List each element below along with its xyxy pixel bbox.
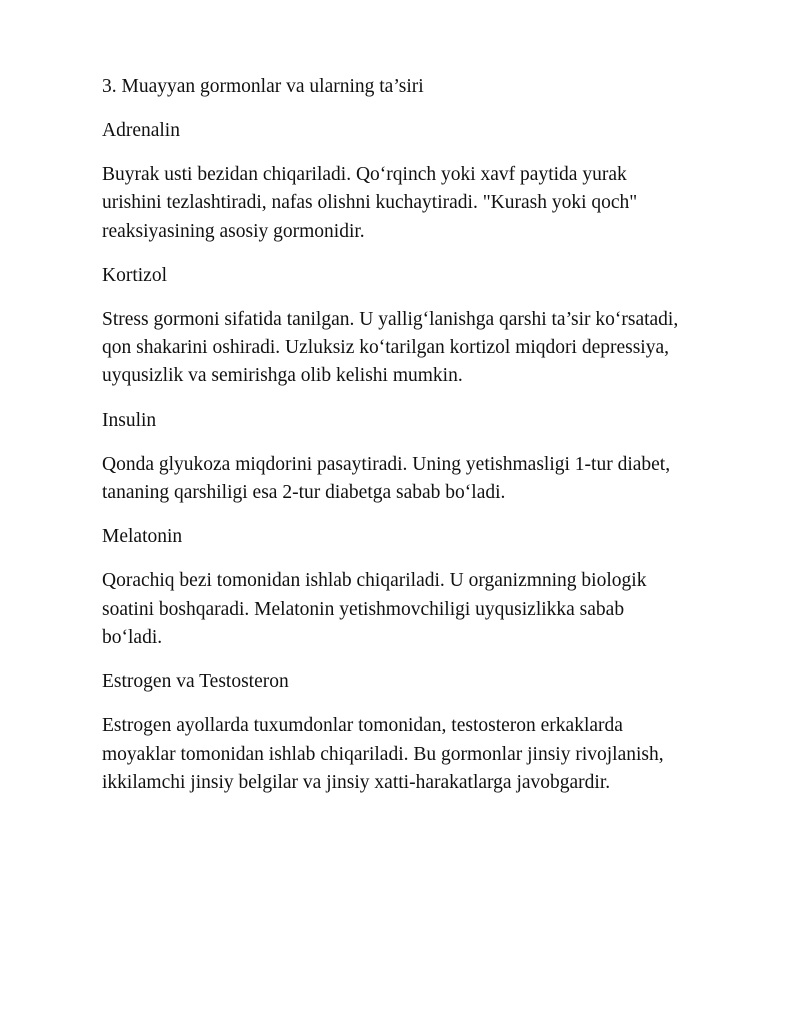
paragraph-line: Stress gormoni sifatida tanilgan. U yallig‘lanishga qarshi ta’sir ko‘rsatadi,	[102, 308, 679, 330]
paragraph-line: uyqusizlik va semirishga olib kelishi mumkin.	[102, 365, 463, 387]
paragraph-line: bo‘ladi.	[102, 626, 163, 648]
paragraph-line: Buyrak usti bezidan chiqariladi. Qo‘rqinch yoki xavf paytida yurak	[102, 164, 627, 185]
paragraph-line: tananing qarshiligi esa 2-tur diabetga sabab bo‘ladi.	[102, 482, 506, 504]
paragraph-line: Qonda glyukoza miqdorini pasaytiradi. Uning yetishmasligi 1-tur diabet,	[102, 453, 671, 475]
paragraph-melatonin	[102, 567, 732, 652]
paragraph-adrenalin	[102, 161, 732, 246]
subheading-kortizol: Kortizol	[102, 264, 167, 286]
subheading-melatonin: Melatonin	[102, 526, 183, 548]
subheading-insulin: Insulin	[102, 409, 157, 431]
paragraph-line: moyaklar tomonidan ishlab chiqariladi. Bu gormonlar jinsiy rivojlanish,	[102, 743, 664, 765]
paragraph-insulin	[102, 451, 732, 508]
paragraph-line: Estrogen ayollarda tuxumdonlar tomonidan, testosteron erkaklarda	[102, 715, 623, 737]
paragraph-line: Qorachiq bezi tomonidan ishlab chiqariladi. U organizmning biologik	[102, 570, 647, 592]
paragraph-line: soatini boshqaradi. Melatonin yetishmovchiligi uyqusizlikka sabab	[102, 598, 625, 620]
paragraph-line: reaksiyasining asosiy gormonidir.	[102, 220, 365, 242]
subheading-estrogen-testosteron: Estrogen va Testosteron	[102, 671, 289, 693]
subheading-adrenalin: Adrenalin	[102, 120, 180, 141]
paragraph-estrogen-testosteron	[102, 712, 732, 797]
document-body	[102, 73, 732, 813]
section-title: 3. Muayyan gormonlar va ularning ta’siri	[102, 76, 424, 97]
paragraph-kortizol	[102, 306, 732, 391]
paragraph-line: ikkilamchi jinsiy belgilar va jinsiy xatti-harakatlarga javobgardir.	[102, 771, 611, 793]
paragraph-line: qon shakarini oshiradi. Uzluksiz ko‘tarilgan kortizol miqdori depressiya,	[102, 337, 669, 359]
paragraph-line: urishini tezlashtiradi, nafas olishni kuchaytiradi. "Kurash yoki qoch"	[102, 192, 638, 214]
